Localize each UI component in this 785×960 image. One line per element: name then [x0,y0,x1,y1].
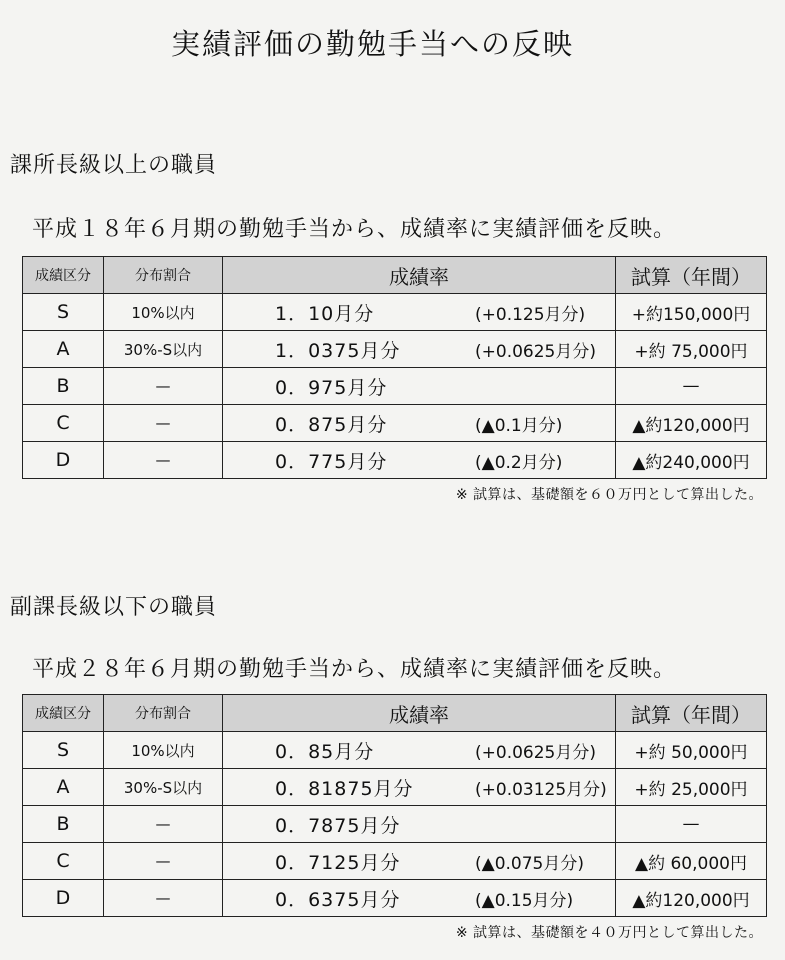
section-heading-managers: 課所長級以上の職員 [10,153,218,178]
rate-cell [223,843,616,880]
rate-value: 0．7125月分 [275,851,401,874]
distribution-cell: — [104,368,223,405]
rate-value: 1．0375月分 [275,339,401,362]
grade-cell: D [23,880,104,917]
footnote-managers: ※ 試算は、基礎額を６０万円として算出した。 [455,487,763,503]
rate-value: 0．85月分 [275,740,375,763]
col-header-distribution: 分布割合 [104,695,223,732]
rate-cell [223,294,616,331]
rate-value: 0．7875月分 [275,814,401,837]
table-row [23,806,767,843]
rate-diff: (+0.0625月分) [475,341,596,362]
grade-cell: A [23,331,104,368]
distribution-cell: 10%以内 [104,294,223,331]
rate-value: 0．81875月分 [275,777,414,800]
col-header-rate: 成績率 [223,257,616,294]
page-title: 実績評価の勤勉手当への反映 [170,27,574,61]
rate-diff: (+0.0625月分) [475,742,596,763]
estimate-cell: — [616,806,767,843]
col-header-rate: 成績率 [223,695,616,732]
grade-cell: S [23,294,104,331]
rate-diff: (▲0.075月分) [475,853,585,874]
col-header-estimate: 試算（年間） [616,257,767,294]
table-row [23,331,767,368]
rate-value: 0．875月分 [275,413,388,436]
rate-cell [223,769,616,806]
grade-cell: A [23,769,104,806]
rate-cell [223,732,616,769]
estimate-cell: +約 75,000円 [616,331,767,368]
rate-cell [223,880,616,917]
footnote-staff: ※ 試算は、基礎額を４０万円として算出した。 [455,925,763,941]
distribution-cell: 10%以内 [104,732,223,769]
grade-cell: S [23,732,104,769]
grade-cell: B [23,806,104,843]
rate-cell [223,806,616,843]
estimate-cell: ▲約 60,000円 [616,843,767,880]
rate-diff: (+0.125月分) [475,304,586,325]
distribution-cell: — [104,880,223,917]
estimate-cell: ▲約120,000円 [616,405,767,442]
table-row [23,843,767,880]
grade-cell: B [23,368,104,405]
col-header-grade: 成績区分 [23,257,104,294]
rate-diff: (▲0.15月分) [475,890,574,911]
table-row [23,732,767,769]
estimate-cell: +約150,000円 [616,294,767,331]
table-row [23,769,767,806]
col-header-grade: 成績区分 [23,695,104,732]
distribution-cell: — [104,806,223,843]
distribution-cell: — [104,405,223,442]
estimate-cell: +約 25,000円 [616,769,767,806]
rate-diff: (+0.03125月分) [475,779,607,800]
distribution-cell: 30%-S以内 [104,331,223,368]
estimate-cell: ▲約120,000円 [616,880,767,917]
estimate-cell: +約 50,000円 [616,732,767,769]
table-row [23,368,767,405]
rate-cell [223,405,616,442]
section-heading-staff: 副課長級以下の職員 [10,595,218,620]
table-header-row [23,695,767,732]
rate-cell [223,368,616,405]
table-header-row [23,257,767,294]
rate-value: 0．975月分 [275,376,388,399]
estimate-cell: ▲約240,000円 [616,442,767,479]
distribution-cell: 30%-S以内 [104,769,223,806]
estimate-cell: — [616,368,767,405]
rate-diff: (▲0.1月分) [475,415,563,436]
table-row [23,294,767,331]
distribution-cell: — [104,442,223,479]
grade-cell: C [23,843,104,880]
distribution-cell: — [104,843,223,880]
table-row [23,880,767,917]
rate-table-managers [22,256,767,479]
grade-cell: C [23,405,104,442]
grade-cell: D [23,442,104,479]
col-header-estimate: 試算（年間） [616,695,767,732]
rate-value: 0．775月分 [275,450,388,473]
table-row [23,442,767,479]
section-lead-managers: 平成１８年６月期の勤勉手当から、成績率に実績評価を反映。 [32,217,677,242]
rate-table-staff [22,694,767,917]
section-lead-staff: 平成２８年６月期の勤勉手当から、成績率に実績評価を反映。 [32,657,677,682]
rate-cell [223,442,616,479]
rate-value: 0．6375月分 [275,888,401,911]
rate-value: 1．10月分 [275,302,375,325]
table-row [23,405,767,442]
col-header-distribution: 分布割合 [104,257,223,294]
rate-cell [223,331,616,368]
rate-diff: (▲0.2月分) [475,452,563,473]
